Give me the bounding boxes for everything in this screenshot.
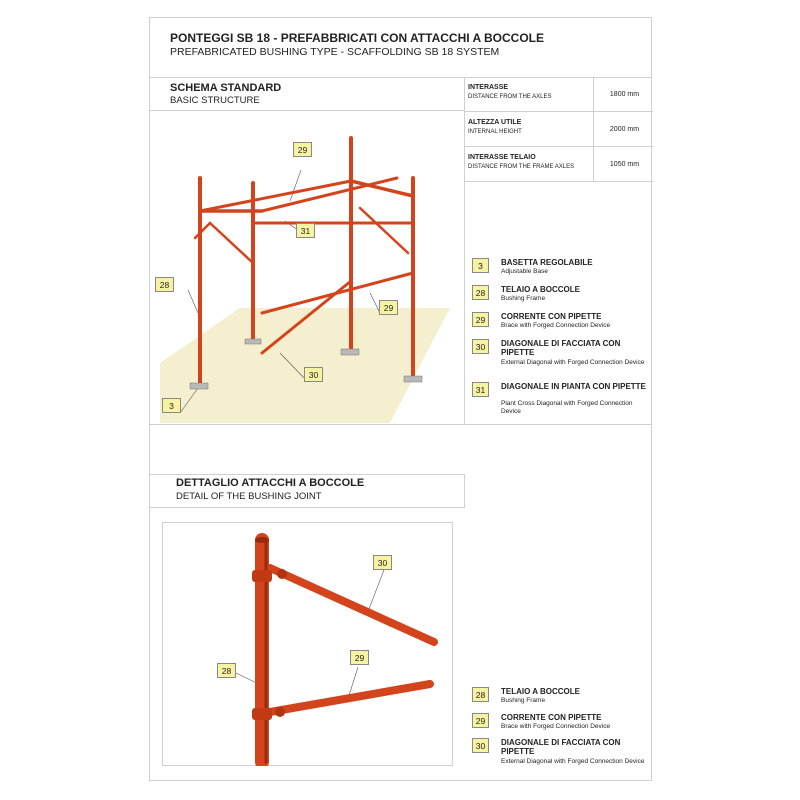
legend-title: BASETTA REGOLABILE — [501, 258, 593, 267]
detail-subtitle: DETAIL OF THE BUSHING JOINT — [176, 491, 322, 502]
spec-row-frame-axles — [464, 147, 653, 182]
legend-title: DIAGONALE IN PIANTA CON PIPETTE — [501, 382, 646, 391]
legend-sub: Adjustable Base — [501, 268, 548, 275]
pin-upper — [277, 569, 287, 579]
legend-sub: Bushing Frame — [501, 295, 546, 302]
callout-3: 3 — [162, 398, 181, 413]
callout-31: 31 — [296, 223, 315, 238]
floor-plane — [160, 308, 450, 423]
bushing-joint-diagram — [162, 522, 453, 766]
legend-title: DIAGONALE DI FACCIATA CON PIPETTE — [501, 339, 621, 357]
pin-lower — [275, 707, 285, 717]
sheet-subtitle: PREFABRICATED BUSHING TYPE - SCAFFOLDING SB 18 SYSTEM — [170, 46, 500, 58]
legend-sub: Plant Cross Diagonal with Forged Connection Device — [501, 400, 633, 415]
legend-title: CORRENTE CON PIPETTE — [501, 713, 602, 722]
sheet-header — [150, 18, 651, 78]
detail-callout-30: 30 — [373, 555, 392, 570]
section-divider — [150, 424, 651, 425]
spec-sublabel: INTERNAL HEIGHT — [468, 129, 522, 135]
spec-sublabel: DISTANCE FROM THE FRAME AXLES — [468, 164, 575, 170]
bushing-upper — [252, 570, 272, 582]
callout-29-top: 29 — [293, 142, 312, 157]
legend-badge: 31 — [472, 382, 489, 397]
spec-label: ALTEZZA UTILE — [468, 119, 522, 126]
spec-label: INTERASSE — [468, 84, 509, 91]
detail-callout-29: 29 — [350, 650, 369, 665]
spec-value: 2000 mm — [593, 112, 655, 146]
detail-callout-28: 28 — [217, 663, 236, 678]
brace-front-left — [195, 223, 210, 238]
callout-30: 30 — [304, 367, 323, 382]
tube-top-opening — [255, 537, 269, 543]
spec-label: INTERASSE TELAIO — [468, 154, 536, 161]
spec-sheet — [149, 17, 652, 781]
bushing-parts — [252, 537, 434, 762]
diagonal-brace — [270, 568, 434, 642]
callout-28: 28 — [155, 277, 174, 292]
sheet-title: PONTEGGI SB 18 - PREFABBRICATI CON ATTACCHI A BOCCOLE — [170, 31, 545, 45]
legend-sub: External Diagonal with Forged Connection Device — [501, 758, 645, 765]
spec-sublabel: DISTANCE FROM THE AXLES — [468, 94, 552, 100]
legend-badge: 29 — [472, 713, 489, 728]
callout-29-right: 29 — [379, 300, 398, 315]
spec-value: 1050 mm — [593, 147, 655, 181]
legend-badge: 28 — [472, 285, 489, 300]
legend-badge: 30 — [472, 339, 489, 354]
column-divider — [464, 182, 465, 424]
legend-badge: 28 — [472, 687, 489, 702]
legend-badge: 30 — [472, 738, 489, 753]
standard-subtitle: BASIC STRUCTURE — [170, 95, 260, 106]
legend-title: DIAGONALE DI FACCIATA CON PIPETTE — [501, 738, 621, 756]
legend-sub: Brace with Forged Connection Device — [501, 322, 611, 329]
standard-title: SCHEMA STANDARD — [170, 82, 282, 94]
legend-title: CORRENTE CON PIPETTE — [501, 312, 602, 321]
brace-front-right — [360, 208, 408, 253]
spec-value: 1800 mm — [593, 77, 655, 111]
legend-badge: 29 — [472, 312, 489, 327]
spec-row-height — [464, 112, 653, 147]
legend-title: TELAIO A BOCCOLE — [501, 285, 580, 294]
detail-title: DETTAGLIO ATTACCHI A BOCCOLE — [176, 477, 365, 489]
legend-sub: External Diagonal with Forged Connection Device — [501, 359, 645, 366]
legend-badge: 3 — [472, 258, 489, 273]
legend-sub: Brace with Forged Connection Device — [501, 723, 611, 730]
legend-title: TELAIO A BOCCOLE — [501, 687, 580, 696]
legend-sub: Bushing Frame — [501, 697, 546, 704]
bushing-lower — [252, 708, 272, 720]
horizontal-brace — [270, 684, 430, 712]
spec-row-axles — [464, 77, 653, 112]
brace-back-left — [210, 223, 253, 263]
